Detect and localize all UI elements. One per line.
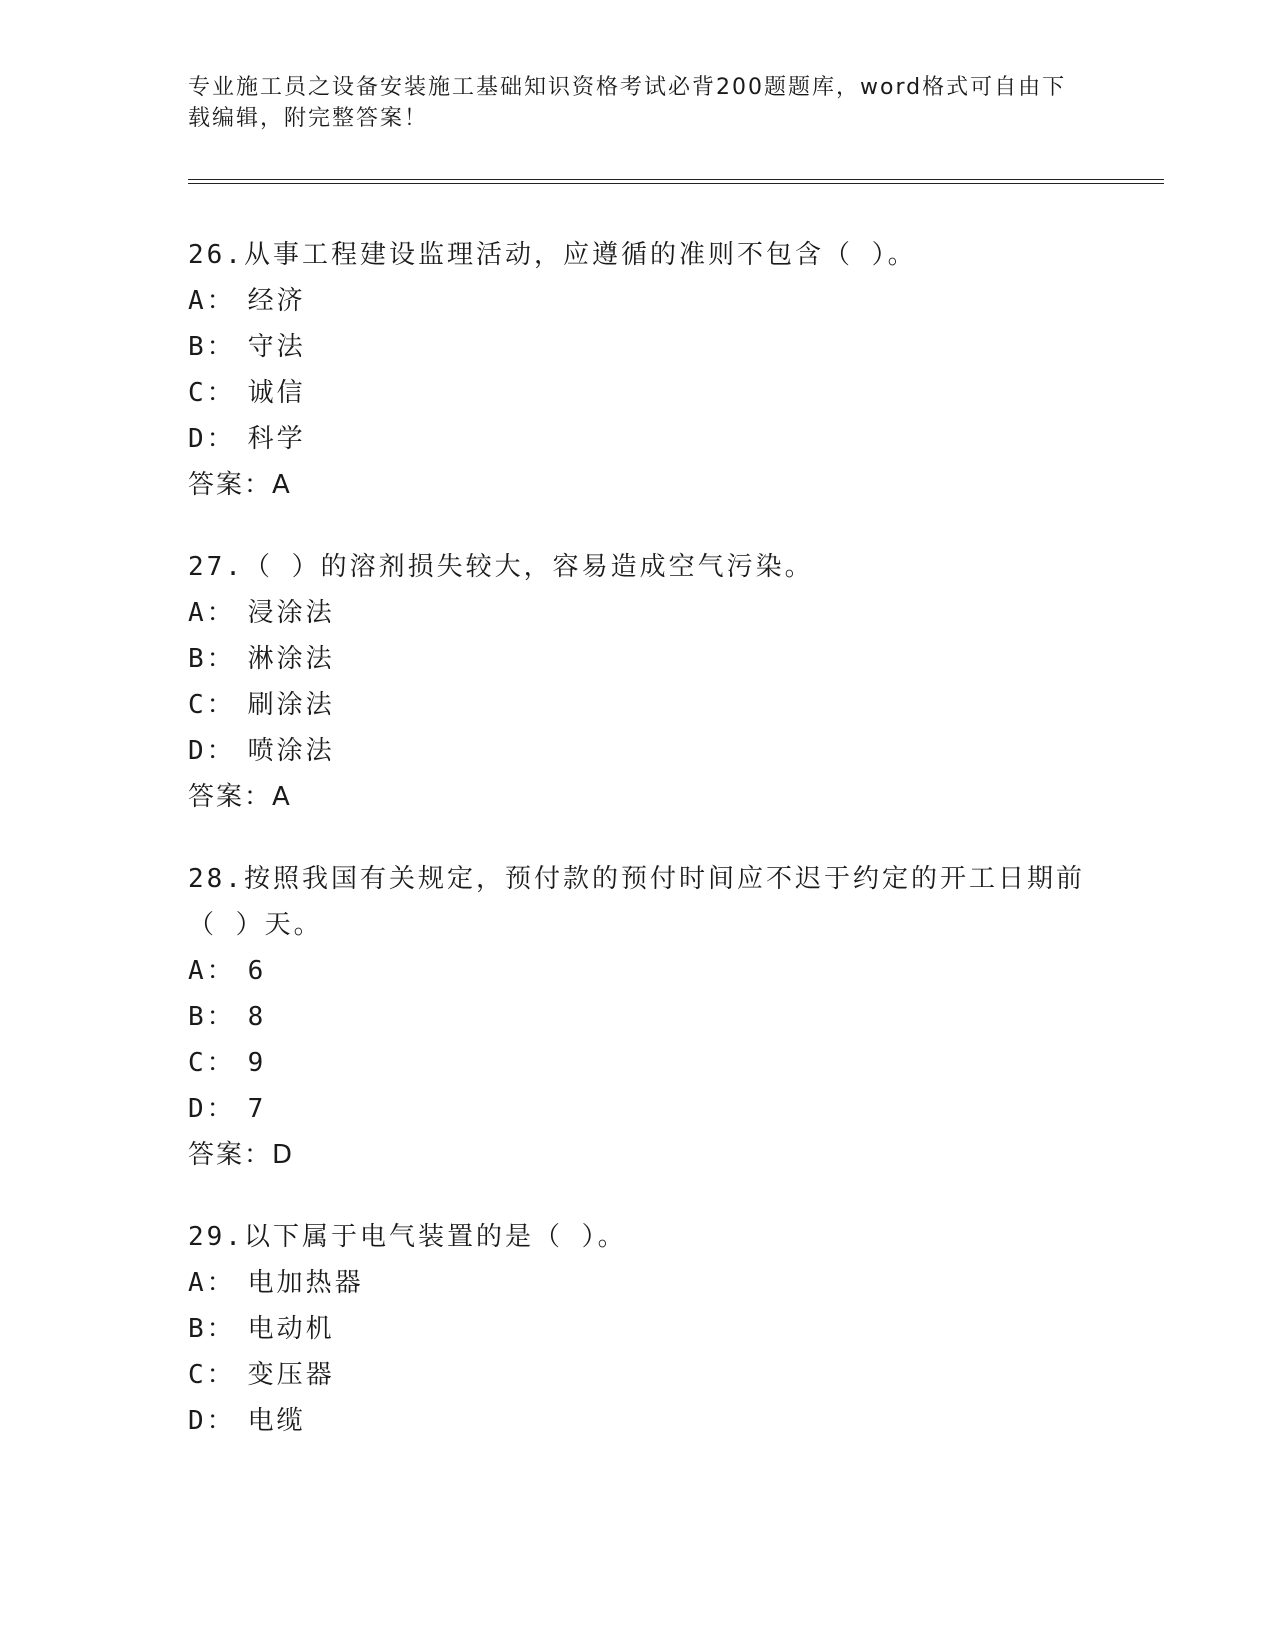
option-a <box>188 948 1088 994</box>
question-28 <box>188 856 1088 1178</box>
option-c <box>188 370 1088 416</box>
option-text: 7 <box>247 1094 267 1124</box>
option-key: B： <box>188 644 236 674</box>
document-title: 专业施工员之设备安装施工基础知识资格考试必背200题题库，word格式可自由下载编辑，附完整答案！ <box>188 75 1067 131</box>
option-key: C： <box>188 690 236 720</box>
question-29 <box>188 1214 1088 1444</box>
option-text: 诚信 <box>247 378 306 408</box>
option-c <box>188 682 1088 728</box>
option-key: D： <box>188 424 236 454</box>
question-stem: 27.（ ）的溶剂损失较大，容易造成空气污染。 <box>188 552 814 582</box>
question-stem: 28.按照我国有关规定，预付款的预付时间应不迟于约定的开工日期前（ ）天。 <box>188 864 1085 940</box>
answer: 答案：A <box>188 782 292 812</box>
option-text: 8 <box>247 1002 267 1032</box>
option-text: 变压器 <box>247 1360 335 1390</box>
option-text: 科学 <box>247 424 306 454</box>
answer: 答案：A <box>188 470 292 500</box>
option-text: 浸涂法 <box>247 598 335 628</box>
header-double-rule <box>188 179 1164 184</box>
option-c <box>188 1352 1088 1398</box>
question-27 <box>188 544 1088 820</box>
question-26 <box>188 232 1088 508</box>
option-text: 9 <box>247 1048 267 1078</box>
option-key: A： <box>188 598 236 628</box>
option-text: 电缆 <box>247 1406 306 1436</box>
option-key: D： <box>188 1406 236 1436</box>
option-text: 电动机 <box>247 1314 335 1344</box>
option-a <box>188 278 1088 324</box>
option-c <box>188 1040 1088 1086</box>
option-text: 6 <box>247 956 267 986</box>
option-d <box>188 1086 1088 1132</box>
option-key: C： <box>188 1360 236 1390</box>
option-key: A： <box>188 956 236 986</box>
option-text: 守法 <box>247 332 306 362</box>
question-stem: 26.从事工程建设监理活动，应遵循的准则不包含（ ）。 <box>188 240 917 270</box>
option-key: C： <box>188 1048 236 1078</box>
option-key: D： <box>188 736 236 766</box>
option-text: 电加热器 <box>247 1268 364 1298</box>
option-b <box>188 636 1088 682</box>
option-text: 经济 <box>247 286 306 316</box>
option-a <box>188 590 1088 636</box>
option-key: B： <box>188 332 236 362</box>
option-d <box>188 1398 1088 1444</box>
question-list <box>188 232 1088 1480</box>
option-key: A： <box>188 1268 236 1298</box>
option-b <box>188 1306 1088 1352</box>
option-key: D： <box>188 1094 236 1124</box>
document-header <box>188 72 1068 134</box>
option-text: 刷涂法 <box>247 690 335 720</box>
option-key: B： <box>188 1314 236 1344</box>
option-key: B： <box>188 1002 236 1032</box>
option-b <box>188 994 1088 1040</box>
option-d <box>188 416 1088 462</box>
option-key: C： <box>188 378 236 408</box>
option-a <box>188 1260 1088 1306</box>
option-b <box>188 324 1088 370</box>
question-stem: 29.以下属于电气装置的是（ ）。 <box>188 1222 627 1252</box>
option-text: 淋涂法 <box>247 644 335 674</box>
option-text: 喷涂法 <box>247 736 335 766</box>
option-d <box>188 728 1088 774</box>
option-key: A： <box>188 286 236 316</box>
answer: 答案：D <box>188 1140 295 1170</box>
